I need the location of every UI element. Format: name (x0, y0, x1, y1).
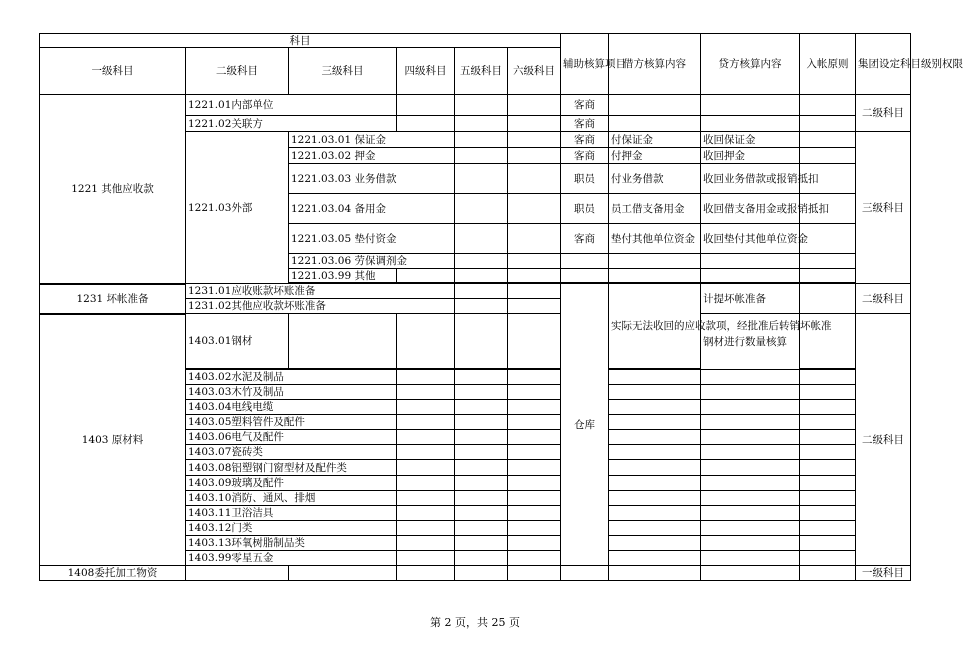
third-account: 1221.03.03 业务借款 (289, 164, 455, 194)
debit-cell: 付保证金 (609, 132, 701, 148)
aux-cell: 职员 (561, 164, 609, 194)
sub-account: 1403.04电线电缆 (186, 400, 397, 415)
third-account: 1221.03.04 备用金 (289, 194, 455, 224)
credit-cell: 计提坏帐准备 (701, 284, 800, 314)
sub-account: 1231.01应收账款坏账准备 (186, 284, 455, 299)
account-1408: 1408委托加工物资 (40, 566, 186, 581)
debit-cell: 员工借支备用金 (609, 194, 701, 224)
sub-account: 1221.03外部 (186, 132, 289, 284)
sub-account: 1403.05塑料管件及配件 (186, 415, 397, 430)
account-1403: 1403 原材料 (40, 314, 186, 566)
header-entry: 入帐原则 (800, 34, 856, 95)
debit-cell: 钢材进行数量核算 (701, 314, 800, 370)
perm-cell: 三级科目 (856, 132, 911, 284)
sub-account: 1403.07瓷砖类 (186, 445, 397, 460)
header-level3: 三级科目 (289, 48, 397, 95)
sub-account: 1403.12门类 (186, 521, 397, 536)
third-account: 1221.03.99 其他 (289, 269, 397, 283)
sub-account: 1403.13环氧树脂制品类 (186, 536, 397, 551)
debit-cell: 付押金 (609, 148, 701, 164)
aux-cell: 客商 (561, 95, 609, 116)
aux-cell: 客商 (561, 132, 609, 148)
perm-cell: 二级科目 (856, 95, 911, 132)
aux-cell: 客商 (561, 148, 609, 164)
page-footer: 第 2 页，共 25 页 (430, 616, 520, 629)
header-level2: 二级科目 (186, 48, 289, 95)
account-1221: 1221 其他应收款 (40, 95, 186, 284)
header-aux: 辅助核算项目 (561, 34, 609, 95)
header-level5: 五级科目 (455, 48, 508, 95)
account-1231: 1231 坏帐准备 (40, 284, 186, 314)
credit-cell: 收回借支备用金或报销抵扣 (701, 194, 800, 224)
sub-account: 1403.02水泥及制品 (186, 370, 397, 385)
sub-account: 1403.10消防、通风、排烟 (186, 491, 397, 506)
debit-cell: 付业务借款 (609, 164, 701, 194)
third-account: 1221.03.02 押金 (289, 148, 455, 164)
sub-account: 1403.01钢材 (186, 314, 289, 369)
third-account: 1221.03.06 劳保调剂金 (289, 254, 455, 269)
header-level4: 四级科目 (397, 48, 455, 95)
sub-account: 1403.08铝塑钢门窗型材及配件类 (186, 460, 397, 476)
third-account: 1221.03.01 保证金 (289, 132, 455, 148)
table-row (40, 284, 911, 299)
debit-cell: 实际无法收回的应收款项，经批准后转销坏帐准 (609, 284, 701, 369)
sub-account: 1403.03木竹及制品 (186, 385, 397, 400)
credit-cell: 收回押金 (701, 148, 800, 164)
aux-cell: 客商 (561, 116, 609, 132)
sub-account: 1403.11卫浴洁具 (186, 506, 397, 521)
table-row (40, 95, 911, 116)
sub-account: 1221.02关联方 (186, 116, 397, 132)
sub-account: 1221.01内部单位 (186, 95, 397, 116)
table-row (40, 566, 911, 581)
perm-cell: 一级科目 (856, 566, 911, 581)
header-subject: 科目 (40, 34, 561, 48)
sub-account: 1403.06电气及配件 (186, 430, 397, 445)
sub-account: 1231.02其他应收款坏账准备 (186, 299, 455, 314)
credit-cell: 收回保证金 (701, 132, 800, 148)
header-row (40, 34, 911, 48)
sub-account: 1403.09玻璃及配件 (186, 476, 397, 491)
perm-cell: 二级科目 (856, 284, 911, 314)
aux-cell: 仓库 (561, 284, 609, 566)
header-level1: 一级科目 (40, 48, 186, 95)
header-credit: 贷方核算内容 (701, 34, 800, 95)
aux-cell: 职员 (561, 194, 609, 224)
credit-cell: 收回业务借款或报销抵扣 (701, 164, 800, 194)
third-account: 1221.03.05 垫付资金 (289, 224, 455, 254)
header-debit: 借方核算内容 (609, 34, 701, 95)
debit-cell: 垫付其他单位资金 (609, 224, 701, 254)
sub-account: 1403.99零星五金 (186, 551, 397, 566)
credit-cell: 收回垫付其他单位资金 (701, 224, 800, 254)
header-group-level: 集团设定科目级别权限 (856, 34, 911, 95)
header-level6: 六级科目 (508, 48, 561, 95)
account-table (39, 33, 963, 581)
perm-cell: 二级科目 (856, 314, 911, 566)
aux-cell: 客商 (561, 224, 609, 254)
